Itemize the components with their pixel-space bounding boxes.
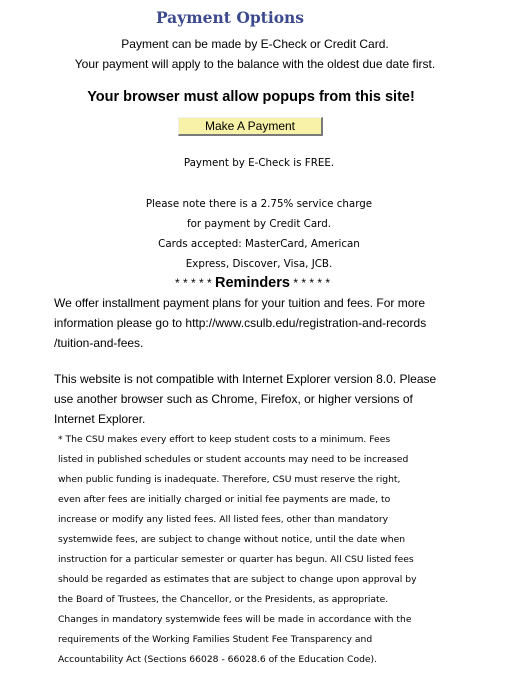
installment-text-line: /tuition-and-fees. bbox=[54, 336, 144, 350]
browser-compat-line: Internet Explorer. bbox=[54, 412, 146, 426]
fine-print-line: * The CSU makes every effort to keep student costs to a minimum. Fees bbox=[58, 434, 391, 445]
installment-text-line: information please go to http://www.csulb.edu/registration-and-records bbox=[54, 316, 427, 330]
reminders-title: Reminders bbox=[215, 275, 290, 291]
fine-print-line: Changes in mandatory systemwide fees will be made in accordance with the bbox=[58, 614, 412, 625]
reminders-stars-right: * * * * * bbox=[293, 276, 330, 290]
fine-print-line: increase or modify any listed fees. All listed fees, other than mandatory bbox=[58, 514, 389, 525]
fine-print-line: systemwide fees, are subject to change without notice, until the date when bbox=[58, 534, 406, 545]
credit-card-note-line: Cards accepted: MasterCard, American bbox=[158, 238, 360, 250]
fine-print-line: when public funding is inadequate. Therefore, CSU must reserve the right, bbox=[58, 474, 401, 485]
fine-print-line: even after fees are initially charged or initial fee payments are made, to bbox=[58, 494, 391, 505]
credit-card-note-line: Please note there is a 2.75% service charge bbox=[145, 198, 373, 210]
credit-card-note-line: Express, Discover, Visa, JCB. bbox=[185, 258, 333, 270]
popup-warning: Your browser must allow popups from this site! bbox=[87, 89, 415, 105]
fine-print-line: listed in published schedules or student accounts may need to be increased bbox=[58, 454, 409, 465]
fine-print-line: should be regarded as estimates that are subject to change upon approval by bbox=[58, 574, 417, 585]
page-title: Payment Options bbox=[155, 8, 305, 27]
fine-print-line: requirements of the Working Families Student Fee Transparency and bbox=[58, 634, 373, 645]
fine-print-line: the Board of Trustees, the Chancellor, or the Presidents, as appropriate. bbox=[58, 594, 389, 605]
reminders-heading bbox=[0, 273, 505, 293]
installment-text-line: We offer installment payment plans for your tuition and fees. For more bbox=[54, 296, 426, 310]
make-payment-button[interactable]: Make A Payment bbox=[178, 117, 323, 136]
fine-print-line: instruction for a particular semester or quarter has begun. All CSU listed fees bbox=[58, 554, 414, 565]
browser-compat-line: This website is not compatible with Internet Explorer version 8.0. Please bbox=[54, 372, 437, 386]
browser-compat-line: use another browser such as Chrome, Firefox, or higher versions of bbox=[54, 392, 413, 406]
fine-print-line: Accountability Act (Sections 66028 - 66028.6 of the Education Code). bbox=[58, 654, 378, 665]
intro-balance-order: Your payment will apply to the balance with the oldest due date first. bbox=[74, 57, 436, 71]
credit-card-note-line: for payment by Credit Card. bbox=[186, 218, 332, 230]
intro-payment-methods: Payment can be made by E-Check or Credit Card. bbox=[121, 37, 389, 51]
reminders-stars-left: * * * * * bbox=[174, 276, 212, 290]
echeck-note: Payment by E-Check is FREE. bbox=[183, 157, 335, 169]
